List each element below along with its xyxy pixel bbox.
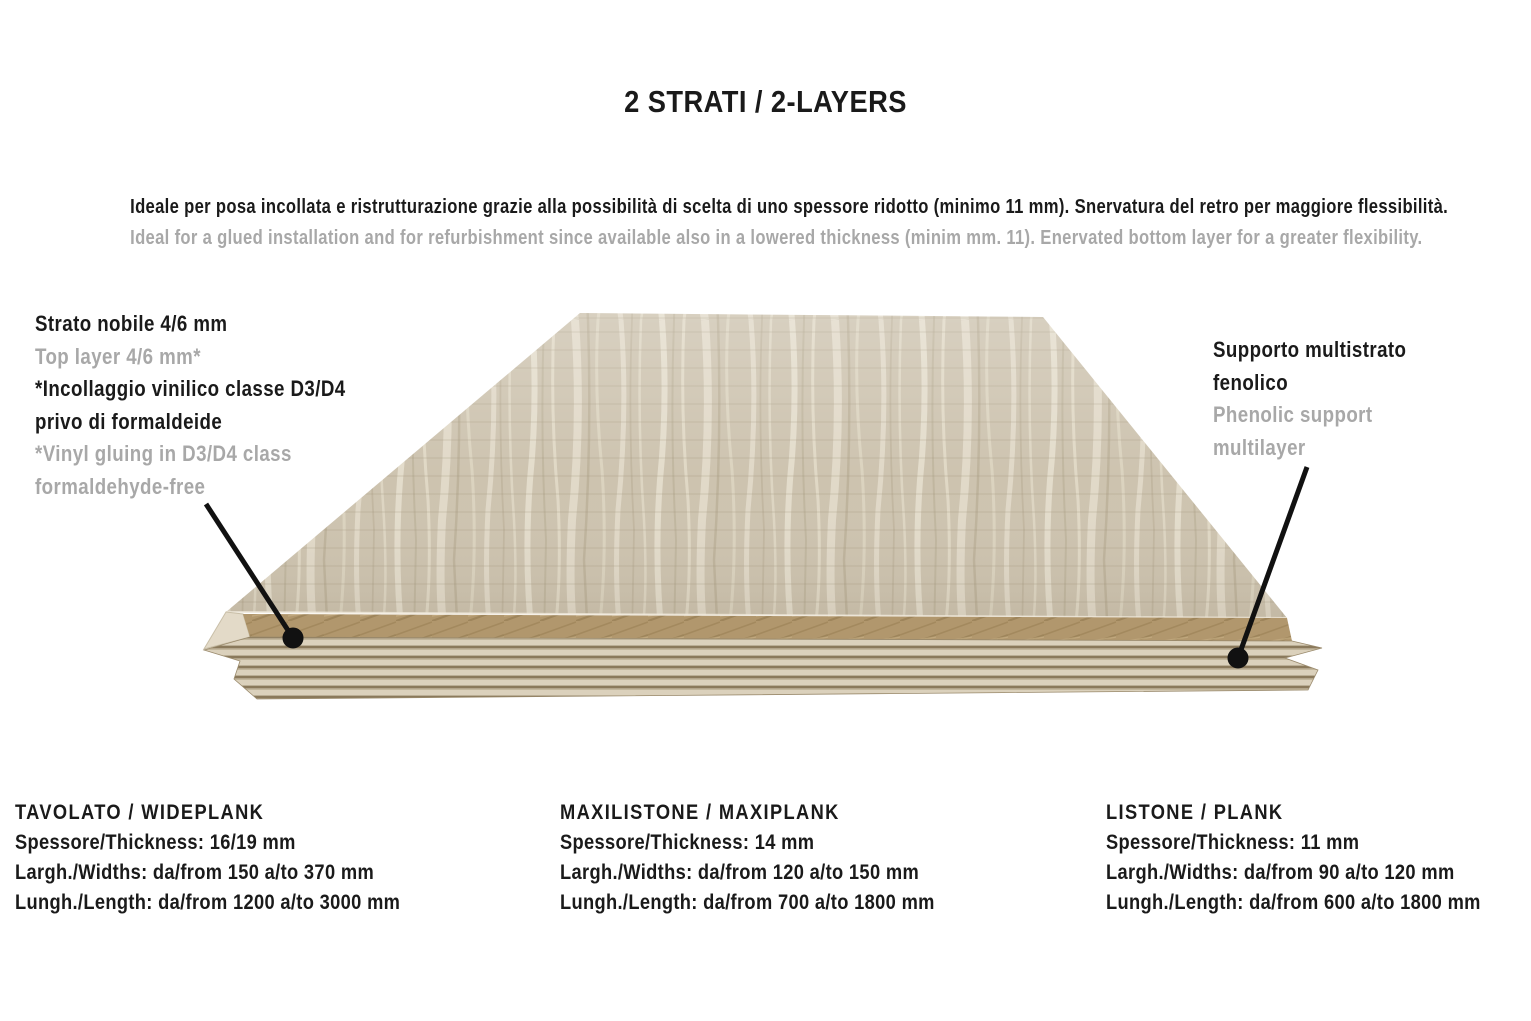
spec-row-thickness: Spessore/Thickness: 11 mm: [1106, 830, 1360, 854]
callout-top-layer-line: *Vinyl gluing in D3/D4 class: [35, 441, 292, 467]
spec-row-length: Lungh./Length: da/from 700 a/to 1800 mm: [560, 890, 935, 914]
plank-plywood-edge: [204, 637, 1322, 699]
callout-top-layer: [35, 308, 346, 504]
plank-top-surface-shading: [226, 313, 1287, 618]
spec-row-widths: Largh./Widths: da/from 150 a/to 370 mm: [15, 860, 375, 884]
callout-top-layer-line: *Incollaggio vinilico classe D3/D4: [35, 376, 346, 402]
plank-top-layer-edge: [243, 614, 1292, 641]
callout-top-layer-line: privo di formaldeide: [35, 408, 223, 434]
spec-row-length: Lungh./Length: da/from 600 a/to 1800 mm: [1106, 890, 1481, 914]
spec-row-length: Lungh./Length: da/from 1200 a/to 3000 mm: [15, 890, 401, 914]
intro-line-english: Ideal for a glued installation and for refurbishment since available also in a lowered thickness (minim mm. 11). Enervated bottom layer for a greater flexibility.: [130, 227, 1423, 249]
page-title: 2 STRATI / 2-LAYERS: [624, 84, 907, 119]
plank: [204, 313, 1322, 699]
callout-top-layer-line: Strato nobile 4/6 mm: [35, 311, 228, 336]
callout-top-layer-line: formaldehyde-free: [35, 473, 206, 499]
callout-dot-support: [1228, 648, 1248, 668]
spec-column-maxiplank: [560, 797, 935, 917]
callout-support: [1213, 334, 1406, 464]
callout-support-line: Phenolic support: [1213, 402, 1373, 428]
spec-column-title: TAVOLATO / WIDEPLANK: [15, 800, 265, 824]
spec-row-widths: Largh./Widths: da/from 90 a/to 120 mm: [1106, 860, 1455, 884]
callout-dot-top-layer: [283, 628, 303, 648]
spec-row-thickness: Spessore/Thickness: 16/19 mm: [15, 830, 296, 854]
spec-column-plank: [1106, 797, 1481, 917]
callout-support-line: Supporto multistrato: [1213, 337, 1407, 362]
spec-row-thickness: Spessore/Thickness: 14 mm: [560, 830, 815, 854]
spec-row-widths: Largh./Widths: da/from 120 a/to 150 mm: [560, 860, 920, 884]
callout-support-line: fenolico: [1213, 369, 1289, 395]
callout-support-line: multilayer: [1213, 434, 1306, 460]
spec-column-title: LISTONE / PLANK: [1106, 800, 1284, 824]
intro-text: [130, 192, 1449, 254]
intro-line-italian: Ideale per posa incollata e ristrutturazione grazie alla possibilità di scelta di uno spessore ridotto (minimo 11 mm). Snervatura del retro per maggiore flessibilità.: [130, 196, 1449, 218]
spec-column-wideplank: [15, 797, 400, 917]
callout-top-layer-line: Top layer 4/6 mm*: [35, 343, 201, 369]
spec-column-title: MAXILISTONE / MAXIPLANK: [560, 800, 840, 824]
